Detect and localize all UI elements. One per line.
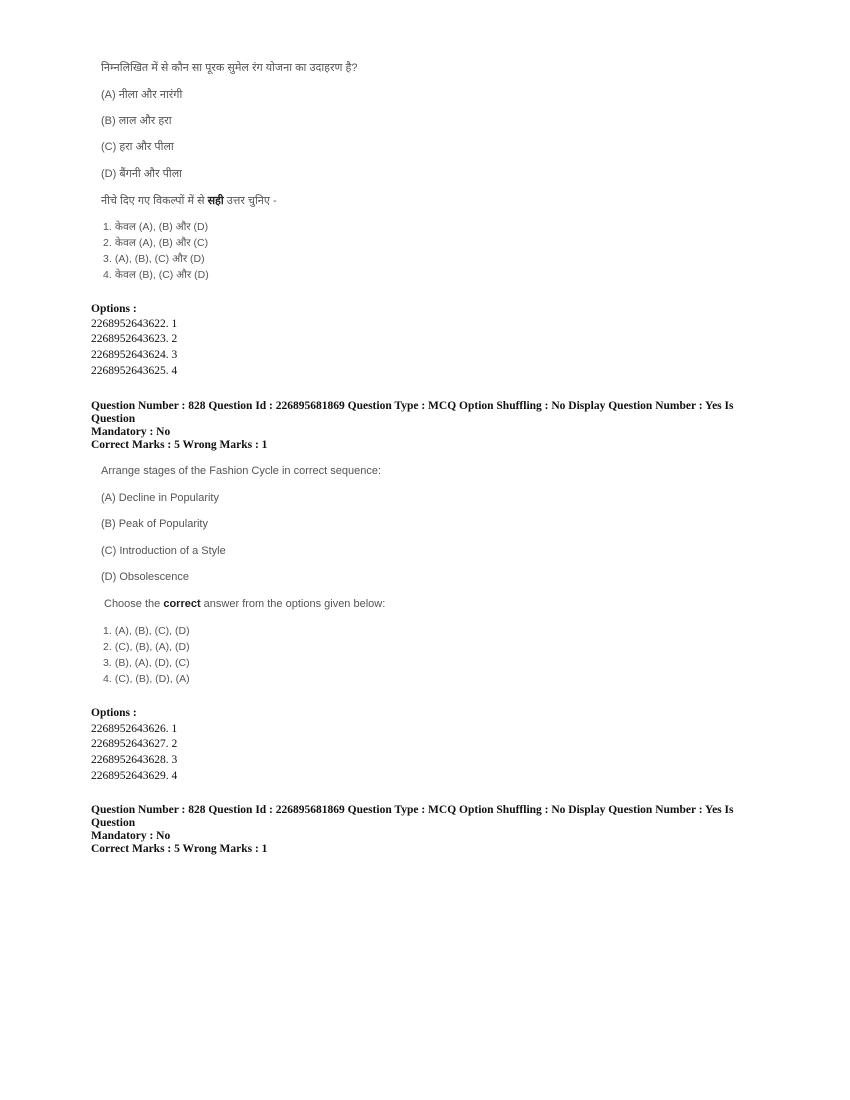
statement-b: (B) Peak of Popularity <box>101 518 208 530</box>
meta-line: Correct Marks : 5 Wrong Marks : 1 <box>91 439 268 451</box>
meta-line: Question Number : 828 Question Id : 226895681869 Question Type : MCQ Option Shuffling : No Display Question Number : Yes Is Question <box>91 400 734 425</box>
choice-2: 2. केवल (A), (B) और (C) <box>103 237 209 249</box>
option-line: 2268952643625. 4 <box>91 365 178 377</box>
choice-3: 3. (B), (A), (D), (C) <box>103 657 190 669</box>
instruction-2: Choose the correct answer from the options given below: <box>104 598 386 610</box>
instruction-1: नीचे दिए गए विकल्पों में से सही उत्तर चुनिए - <box>101 195 277 207</box>
question-meta-1 <box>91 400 751 452</box>
option-line: 2268952643629. 4 <box>91 770 178 782</box>
options-title-2: Options : <box>91 707 137 719</box>
statement-c: (C) Introduction of a Style <box>101 545 226 557</box>
option-line: 2268952643628. 3 <box>91 754 178 766</box>
meta-line: Correct Marks : 5 Wrong Marks : 1 <box>91 843 268 855</box>
question-1-text: निम्नलिखित में से कौन सा पूरक सुमेल रंग योजना का उदाहरण है? <box>101 62 358 74</box>
option-line: 2268952643623. 2 <box>91 333 178 345</box>
choice-1: 1. केवल (A), (B) और (D) <box>103 221 209 233</box>
question-meta-2 <box>91 804 751 856</box>
meta-line: Question Number : 828 Question Id : 226895681869 Question Type : MCQ Option Shuffling : No Display Question Number : Yes Is Question <box>91 804 734 829</box>
option-line: 2268952643624. 3 <box>91 349 178 361</box>
choice-1: 1. (A), (B), (C), (D) <box>103 625 190 637</box>
option-line: 2268952643622. 1 <box>91 318 178 330</box>
choice-4: 4. (C), (B), (D), (A) <box>103 673 190 685</box>
option-line: 2268952643627. 2 <box>91 738 178 750</box>
statement-a: (A) Decline in Popularity <box>101 492 219 504</box>
statement-a: (A) नीला और नारंगी <box>101 89 183 101</box>
option-line: 2268952643626. 1 <box>91 723 178 735</box>
choice-3: 3. (A), (B), (C) और (D) <box>103 253 205 265</box>
meta-line: Mandatory : No <box>91 830 171 842</box>
choice-2: 2. (C), (B), (A), (D) <box>103 641 190 653</box>
meta-line: Mandatory : No <box>91 426 171 438</box>
choice-4: 4. केवल (B), (C) और (D) <box>103 269 209 281</box>
statement-c: (C) हरा और पीला <box>101 141 174 153</box>
question-2-text: Arrange stages of the Fashion Cycle in correct sequence: <box>101 465 382 477</box>
statement-d: (D) Obsolescence <box>101 571 190 583</box>
statement-d: (D) बैंगनी और पीला <box>101 168 183 180</box>
options-title-1: Options : <box>91 303 137 315</box>
statement-b: (B) लाल और हरा <box>101 115 172 127</box>
